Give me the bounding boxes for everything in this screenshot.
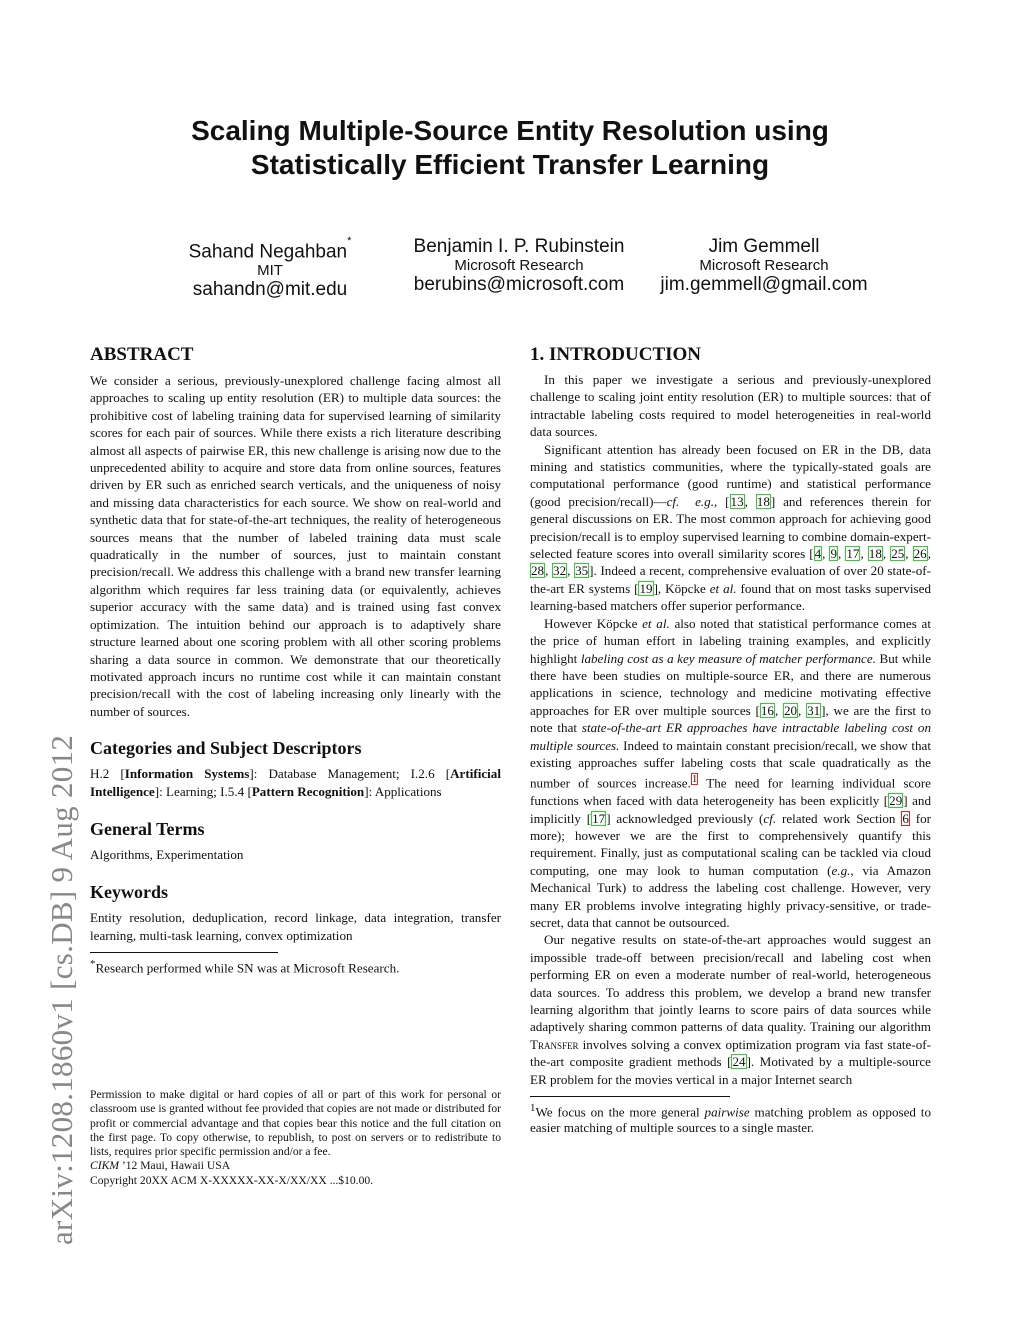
footnote-rule xyxy=(90,952,278,953)
citation-link[interactable]: 18 xyxy=(756,493,770,509)
citation-link[interactable]: 35 xyxy=(575,563,589,579)
citation-link[interactable]: 13 xyxy=(730,493,744,509)
section-link[interactable]: 6 xyxy=(902,810,909,826)
citation-link[interactable]: 32 xyxy=(553,563,567,579)
author-name: Sahand Negahban xyxy=(188,241,348,263)
keywords-text: Entity resolution, deduplication, record linkage, data integration, transfer learning, multi-task learning, convex optimization xyxy=(90,910,501,943)
citation-link[interactable]: 17 xyxy=(846,546,860,562)
title-line-1: Scaling Multiple-Source Entity Resolution using xyxy=(191,115,829,146)
author-name: Benjamin I. P. Rubinstein xyxy=(413,236,625,257)
permission-block xyxy=(90,1088,501,1188)
intro-paragraph-3: However Köpcke et al. also noted that statistical performance comes at the price of human effort in labeling training examples, and explicitly highlight labeling cost as a key measure of matcher performance. But while there have been studies on multiple-source ER, and there are numerous applications in science, technology and medicine motivating effective approaches for ER over multiple sources [16, 20, 31], we are the first to note that state-of-the-art ER approaches have intractable labeling cost on multiple sources. Indeed to maintain constant precision/recall, we show that existing approaches suffer labeling costs that scale quadratically as the number of sources increase.$^1$ The need for learning individual score functions when faced with data heterogeneity has been explicitly [29] and implicitly [17] acknowledged previously (cf. related work Section 6 for more); however we are the first to comprehensively quantify this requirement. Finally, just as computational scaling can be tackled via cloud computing, one may look to human computation (e.g., via Amazon Mechanical Turk) to address the labeling cost challenge. However, very many ER problems involve integrating highly privacy-sensitive, or trade-secret, data that cannot be outsourced. xyxy=(530,615,932,930)
author-email[interactable]: berubins@microsoft.com xyxy=(413,274,625,295)
general-terms-heading: General Terms xyxy=(90,818,205,839)
author-footnote-mark: * xyxy=(347,235,352,247)
title-line-2: Statistically Efficient Transfer Learning xyxy=(250,149,770,180)
author-block-2 xyxy=(389,236,649,296)
intro-paragraph-2: Significant attention has already been focused on ER in the DB, data mining and statistics communities, where the typically-stated goals are computational performance (good runtime) and statistical performance (good precision/recall)—cf. e.g., [13, 18] and references therein for general discussions on ER. The most common approach for achieving good precision/recall is to employ supervised learning to combine domain-expert-selected feature scores into overall similarity scores [4, 9, 17, 18, 25, 26, 28, 32, 35]. Indeed a recent, comprehensive evaluation of over 20 state-of-the-art ER systems [19], Köpcke et al. found that on most tasks supervised learning-based matchers offer superior performance. xyxy=(530,441,932,614)
citation-link[interactable]: 24 xyxy=(732,1054,746,1070)
intro-paragraph-1: In this paper we investigate a serious and previously-unexplored challenge to scaling joint entity resolution (ER) to multiple sources: that of intractable labeling costs required to model heterogeneities in real-world data sources. xyxy=(530,372,931,440)
author-footnote: *Research performed while SN was at Microsoft Research. xyxy=(90,958,400,976)
citation-link[interactable]: 17 xyxy=(592,810,606,826)
intro-paragraph-4: Our negative results on state-of-the-art approaches would suggest an impossible trade-off between precision/recall and labeling cost when performing ER on even a moderate number of real-world, heterogeneous data sources. To address this problem, we develop a brand new transfer learning algorithm that jointly learns to score pairs of data sources while adaptively sharing common patterns of data quality. Training our algorithm Transfer involves solving a convex optimization program via fast state-of-the-art composite gradient methods [24]. Motivated by a multiple-source ER problem for the movies vertical in a major Internet search xyxy=(530,932,931,1087)
abstract-text: We consider a serious, previously-unexplored challenge facing almost all approaches to scaling up entity resolution (ER) to multiple data sources: the prohibitive cost of labeling training data for supervised learning of similarity scores for each pair of sources. While there exists a rich literature describing almost all aspects of pairwise ER, this new challenge is arising now due to the unprecedented ability to acquire and store data from online sources, features driven by ER such as enriched search verticals, and the uniqueness of noisy and missing data characteristics for each source. We show on real-world and synthetic data that for state-of-the-art techniques, the reality of heterogeneous sources means that the number of labeled training data must scale quadratically in the number of sources, just to maintain constant precision/recall. We address this challenge with a brand new transfer learning algorithm which requires far less training data (or equivalently, achieves superior accuracy with the same data) and is trained using fast convex optimization. The intuition behind our approach is to adaptively share structure learned about one scoring problem with all other scoring problems sharing a data source in common. We demonstrate that our theoretically motivated approach incurs no runtime cost while it can maintain constant precision/recall with the cost of labeling increasing only linearly with the number of sources. xyxy=(90,373,501,719)
author-block-3 xyxy=(634,236,894,296)
citation-link[interactable]: 29 xyxy=(889,793,903,809)
citation-link[interactable]: 16 xyxy=(760,702,774,718)
conference-line: CIKM ’12 Maui, Hawaii USA xyxy=(90,1159,231,1173)
paper-title xyxy=(120,114,900,182)
keywords-heading: Keywords xyxy=(90,882,168,903)
citation-link[interactable]: 18 xyxy=(868,546,882,562)
categories-text: H.2 [Information Systems]: Database Management; I.2.6 [Artificial Intelligence]: Learning; I.5.4 [Pattern Recognition]: Applications xyxy=(90,766,501,799)
right-column xyxy=(530,344,931,1136)
general-terms-text: Algorithms, Experimentation xyxy=(90,846,244,862)
permission-notice: Permission to make digital or hard copies of all or part of this work for personal or classroom use is granted without fee provided that copies are not made or distributed for profit or commercial advantage and that copies bear this notice and the full citation on the first page. To copy otherwise, to republish, to post on servers or to redistribute to lists, requires prior specific permission and/or a fee. xyxy=(90,1088,501,1159)
copyright-line: Copyright 20XX ACM X-XXXXX-XX-X/XX/XX ...$10.00. xyxy=(90,1173,374,1187)
author-email[interactable]: sahandn@mit.edu xyxy=(192,279,348,301)
arxiv-identifier: arXiv:1208.1860v1 [cs.DB] 9 Aug 2012 xyxy=(44,734,79,1245)
citation-link[interactable]: 25 xyxy=(891,546,905,562)
categories-heading: Categories and Subject Descriptors xyxy=(90,738,362,759)
citation-link[interactable]: 31 xyxy=(807,702,821,718)
author-affiliation: Microsoft Research xyxy=(454,257,584,274)
citation-link[interactable]: 26 xyxy=(913,546,927,562)
citation-link[interactable]: 19 xyxy=(639,580,653,596)
author-affiliation: Microsoft Research xyxy=(699,257,829,274)
author-name: Jim Gemmell xyxy=(708,236,820,257)
left-column xyxy=(90,344,501,977)
citation-link[interactable]: 20 xyxy=(783,702,798,718)
author-affiliation: MIT xyxy=(257,262,283,280)
introduction-heading: 1. INTRODUCTION xyxy=(530,344,702,365)
author-block-1 xyxy=(140,236,400,301)
abstract-heading: ABSTRACT xyxy=(90,344,194,365)
intro-footnote: $^1$We focus on the more general pairwise matching problem as opposed to easier matching of multiple sources to a single master. xyxy=(530,1102,931,1136)
footnote-rule xyxy=(530,1096,730,1097)
citation-link[interactable]: 9 xyxy=(830,546,838,562)
footnote-link[interactable]: 1 xyxy=(691,773,698,786)
citation-link[interactable]: 28 xyxy=(531,563,545,579)
author-email[interactable]: jim.gemmell@gmail.com xyxy=(660,274,868,295)
citation-link[interactable]: 4 xyxy=(814,546,822,562)
